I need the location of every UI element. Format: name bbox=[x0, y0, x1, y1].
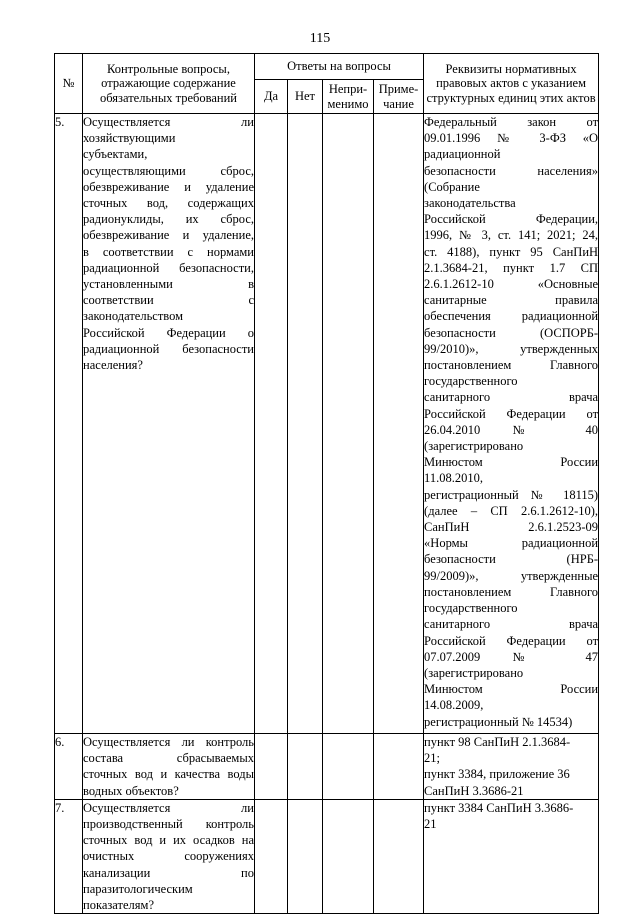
text-line: соответствии с bbox=[83, 293, 254, 308]
text-line: (зарегистрировано bbox=[424, 439, 524, 454]
text-line: Минюстом России bbox=[424, 682, 599, 697]
text-line: санитарного врача bbox=[424, 390, 599, 405]
text-line: Российской Федерации от bbox=[424, 633, 599, 648]
header-row bbox=[55, 54, 599, 80]
control-questions-table bbox=[54, 53, 599, 914]
answer-not-applicable-cell[interactable] bbox=[323, 799, 374, 913]
text-line: санитарные правила bbox=[424, 293, 599, 308]
row-number: 6. bbox=[55, 734, 83, 800]
text-line: сточных вод, содержащих bbox=[83, 196, 254, 211]
text-line: 21; bbox=[424, 751, 441, 766]
question-text bbox=[83, 800, 254, 913]
answer-yes-cell[interactable] bbox=[255, 114, 288, 734]
question-text bbox=[83, 734, 254, 799]
question-cell bbox=[83, 114, 255, 734]
question-text bbox=[83, 114, 254, 373]
text-line: канализации по bbox=[83, 865, 254, 880]
text-line: радионуклиды, их сброс, bbox=[83, 212, 254, 227]
text-line: безопасности (ОСПОРБ- bbox=[424, 325, 599, 340]
answer-not-applicable-cell[interactable] bbox=[323, 734, 374, 800]
requisites-text bbox=[424, 800, 598, 832]
text-line: 1996, № 3, ст. 141; 2021; 24, bbox=[424, 228, 599, 243]
requisites-cell bbox=[424, 114, 599, 734]
table-row bbox=[55, 734, 599, 800]
text-line: регистрационный № 14534) bbox=[424, 714, 573, 729]
text-line: регистрационный № 18115) bbox=[424, 487, 599, 502]
text-line: пункт 98 СанПиН 2.1.3684- bbox=[424, 735, 571, 749]
text-line: очистных сооружениях bbox=[83, 849, 254, 864]
text-line: пункт 3384 СанПиН 3.3686- bbox=[424, 800, 574, 815]
text-line: состава сбрасываемых bbox=[83, 751, 254, 766]
requisites-text bbox=[424, 734, 598, 799]
text-line: Осуществляется ли контроль bbox=[83, 735, 254, 749]
text-line: радиационной bbox=[424, 147, 501, 162]
text-line: обезвреживание и удаление, bbox=[83, 228, 254, 243]
header-not-applicable: Непри-менимо bbox=[323, 80, 374, 114]
answer-yes-cell[interactable] bbox=[255, 799, 288, 913]
answer-note-cell[interactable] bbox=[374, 799, 424, 913]
question-cell bbox=[83, 734, 255, 800]
answer-yes-cell[interactable] bbox=[255, 734, 288, 800]
text-line: 07.07.2009 № 47 bbox=[424, 649, 599, 664]
text-line: Минюстом России bbox=[424, 455, 599, 470]
answer-note-cell[interactable] bbox=[374, 734, 424, 800]
question-cell bbox=[83, 799, 255, 913]
requisites-cell bbox=[424, 734, 599, 800]
text-line: (далее – СП 2.6.1.2612-10), bbox=[424, 503, 599, 518]
text-line: 99/2010)», утвержденных bbox=[424, 341, 599, 356]
table-row bbox=[55, 114, 599, 734]
text-line: 26.04.2010 № 40 bbox=[424, 422, 599, 437]
row-number: 7. bbox=[55, 799, 83, 913]
answer-no-cell[interactable] bbox=[288, 799, 323, 913]
text-line: законодательством bbox=[83, 309, 184, 324]
text-line: сточных вод и качества воды bbox=[83, 767, 254, 782]
answer-not-applicable-cell[interactable] bbox=[323, 114, 374, 734]
row-number: 5. bbox=[55, 114, 83, 734]
text-line: 2.6.1.2612-10 «Основные bbox=[424, 277, 599, 292]
text-line: постановлением Главного bbox=[424, 358, 599, 373]
text-line: Российской Федерации от bbox=[424, 406, 599, 421]
text-line: ст. 4188), пункт 95 СанПиН bbox=[424, 244, 599, 259]
text-line: 11.08.2010, bbox=[424, 471, 483, 486]
text-line: (зарегистрировано bbox=[424, 665, 524, 680]
answer-note-cell[interactable] bbox=[374, 114, 424, 734]
header-requisites: Реквизиты нормативных правовых актов с указанием структурных единиц этих актов bbox=[424, 54, 599, 114]
text-line: 99/2009)», утвержденные bbox=[424, 568, 599, 583]
text-line: осуществляющими сброс, bbox=[83, 163, 254, 178]
text-line: безопасности населения» bbox=[424, 163, 599, 178]
text-line: «Нормы радиационной bbox=[424, 536, 599, 551]
header-no: Нет bbox=[288, 80, 323, 114]
text-line: обеспечения радиационной bbox=[424, 309, 599, 324]
text-line: 21 bbox=[424, 817, 437, 832]
text-line: государственного bbox=[424, 374, 518, 389]
text-line: обезвреживание и удаление bbox=[83, 179, 254, 194]
text-line: сточных вод и их осадков на bbox=[83, 833, 254, 848]
text-line: установленными в bbox=[83, 277, 254, 292]
header-note: Приме-чание bbox=[374, 80, 424, 114]
text-line: СанПиН 2.6.1.2523-09 bbox=[424, 520, 599, 535]
text-line: Российской Федерации о bbox=[83, 325, 254, 340]
text-line: субъектами, bbox=[83, 147, 148, 162]
text-line: производственный контроль bbox=[83, 817, 254, 832]
text-line: паразитологическим bbox=[83, 881, 193, 896]
requisites-cell bbox=[424, 799, 599, 913]
text-line: государственного bbox=[424, 601, 518, 616]
text-line: 2.1.3684-21, пункт 1.7 СП bbox=[424, 260, 599, 275]
text-line: Осуществляется ли bbox=[83, 115, 254, 129]
text-line: населения? bbox=[83, 358, 143, 373]
text-line: СанПиН 3.3686-21 bbox=[424, 783, 524, 798]
table-row bbox=[55, 799, 599, 913]
answer-no-cell[interactable] bbox=[288, 114, 323, 734]
answer-no-cell[interactable] bbox=[288, 734, 323, 800]
text-line: радиационной безопасности bbox=[83, 341, 254, 356]
text-line: Российской Федерации, bbox=[424, 212, 599, 227]
text-line: (Собрание bbox=[424, 179, 480, 194]
text-line: хозяйствующими bbox=[83, 131, 176, 146]
requisites-text bbox=[424, 114, 598, 730]
text-line: 09.01.1996 № 3-ФЗ «О bbox=[424, 131, 599, 146]
text-line: 14.08.2009, bbox=[424, 698, 484, 713]
text-line: водных объектов? bbox=[83, 783, 179, 798]
header-number: № bbox=[55, 54, 83, 114]
text-line: в соответствии с нормами bbox=[83, 244, 254, 259]
text-line: Федеральный закон от bbox=[424, 115, 599, 129]
text-line: пункт 3384, приложение 36 bbox=[424, 767, 570, 782]
header-questions: Контрольные вопросы, отражающие содержание обязательных требований bbox=[83, 54, 255, 114]
text-line: безопасности (НРБ- bbox=[424, 552, 599, 567]
page-number: 115 bbox=[309, 31, 331, 46]
text-line: радиационной безопасности, bbox=[83, 260, 254, 275]
text-line: законодательства bbox=[424, 196, 516, 211]
header-answers-group: Ответы на вопросы bbox=[255, 54, 424, 80]
header-yes: Да bbox=[255, 80, 288, 114]
text-line: санитарного врача bbox=[424, 617, 599, 632]
text-line: постановлением Главного bbox=[424, 584, 599, 599]
text-line: показателям? bbox=[83, 898, 154, 913]
text-line: Осуществляется ли bbox=[83, 800, 254, 815]
